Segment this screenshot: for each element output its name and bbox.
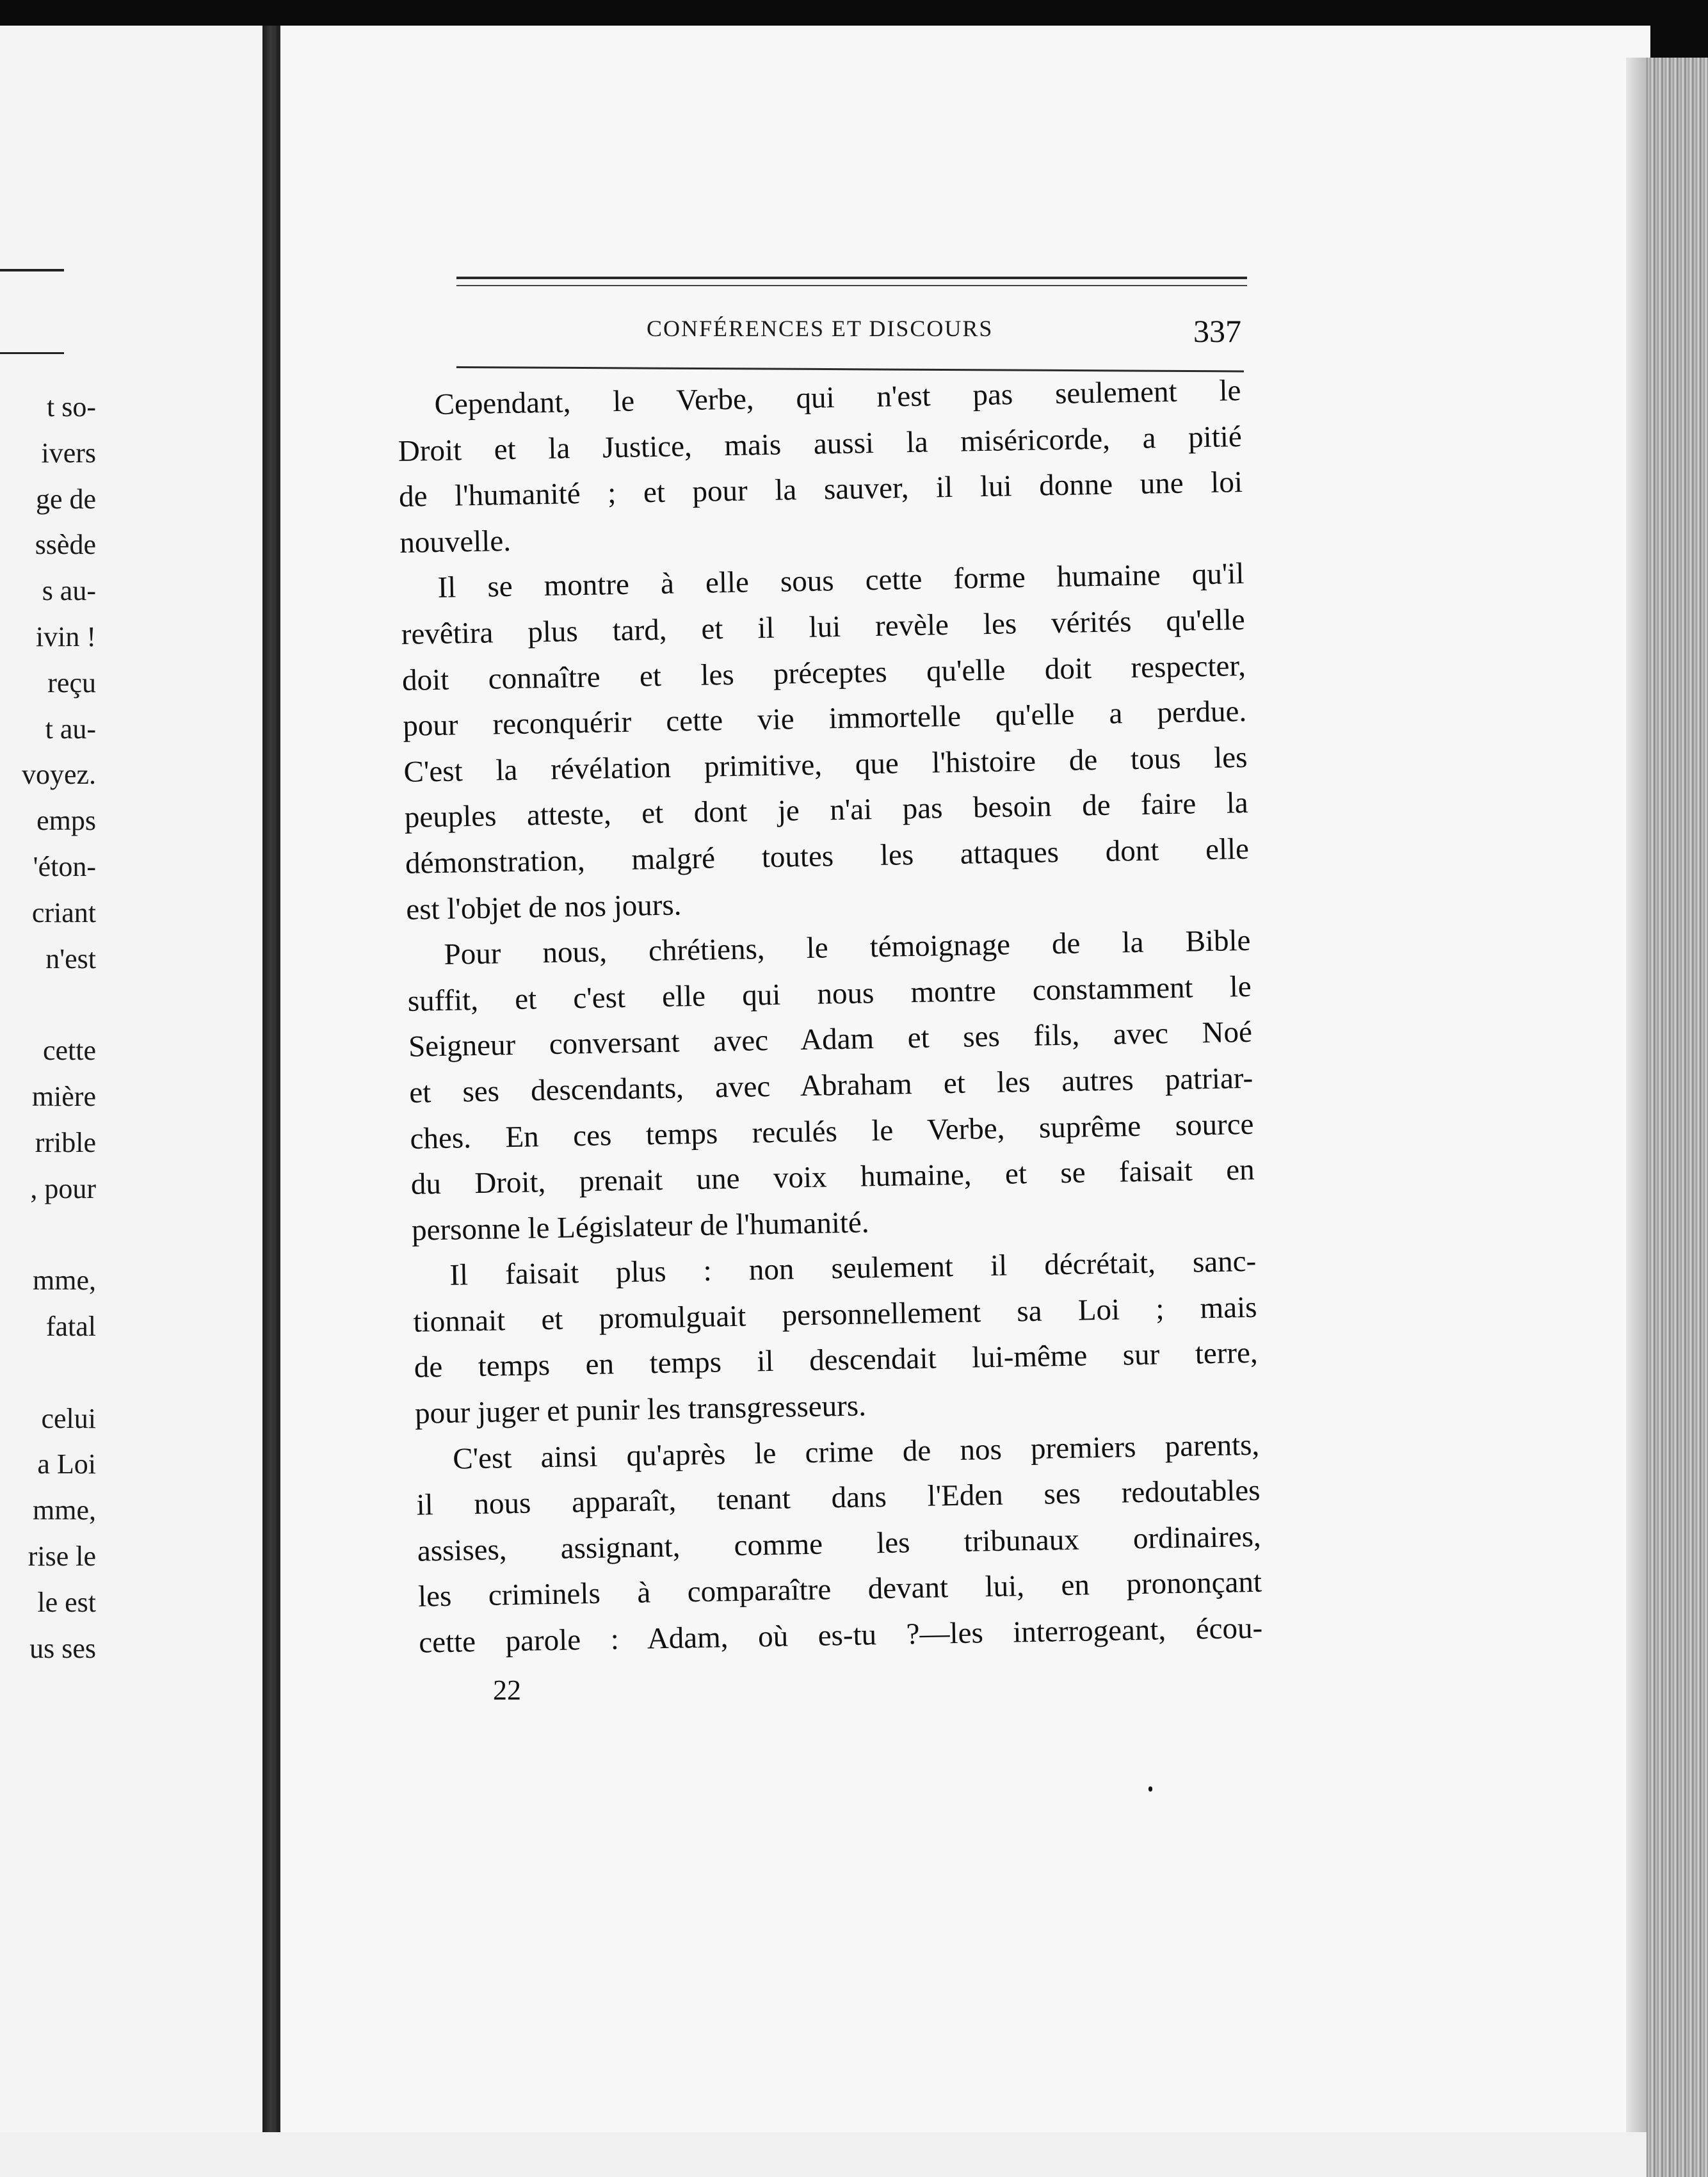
text-line: et ses descendants, avec Abraham et les autres patriar- bbox=[408, 1061, 1253, 1110]
text-line: pour reconquérir cette vie immortelle qu'elle a perdue. bbox=[402, 695, 1247, 743]
text-line: du Droit, prenait une voix humaine, et se faisait en bbox=[410, 1153, 1255, 1201]
text-fragment: , pour bbox=[30, 1172, 96, 1204]
text-fragment bbox=[0, 982, 96, 1028]
text-line: revêtira plus tard, et il lui revèle les vérités qu'elle bbox=[401, 603, 1246, 651]
text-line: C'est ainsi qu'après le crime de nos premiers parents, bbox=[452, 1428, 1260, 1476]
text-fragment: s au- bbox=[42, 575, 96, 607]
text-fragment: cette bbox=[42, 1035, 96, 1067]
text-fragment bbox=[0, 1211, 96, 1258]
text-line: Pour nous, chrétiens, le témoignage de la Bible bbox=[444, 923, 1251, 971]
previous-page-header-rule bbox=[0, 269, 64, 271]
text-fragment: emps bbox=[36, 805, 96, 837]
text-line: peuples atteste, et dont je n'ai pas besoin de faire la bbox=[404, 786, 1249, 835]
ink-speck bbox=[1148, 1786, 1152, 1792]
header-rule-top-thin bbox=[456, 285, 1247, 286]
text-line: personne le Législateur de l'humanité. bbox=[411, 1206, 869, 1247]
text-line: C'est la révélation primitive, que l'histoire de tous les bbox=[403, 740, 1248, 789]
text-fragment: n'est bbox=[45, 943, 96, 975]
text-fragment: t so- bbox=[47, 391, 96, 423]
text-line: assises, assignant, comme les tribunaux ordinaires, bbox=[417, 1519, 1262, 1568]
text-line: ches. En ces temps reculés le Verbe, suprême source bbox=[410, 1107, 1254, 1156]
text-fragment: 'éton- bbox=[33, 850, 96, 882]
running-head: CONFÉRENCES ET DISCOURS bbox=[647, 316, 994, 341]
body-text bbox=[397, 368, 1263, 1666]
text-fragment: voyez. bbox=[21, 759, 96, 791]
text-line: doit connaître et les préceptes qu'elle doit respecter, bbox=[401, 649, 1246, 697]
page-stack-edge bbox=[1647, 58, 1708, 2177]
previous-page-header-rule-lower bbox=[0, 352, 64, 354]
text-fragment: criant bbox=[31, 896, 96, 928]
text-line: il nous apparaît, tenant dans l'Eden ses redoutables bbox=[416, 1473, 1261, 1522]
signature-mark: 22 bbox=[493, 1674, 521, 1706]
header-rule-top bbox=[456, 277, 1247, 279]
text-line: Il se montre à elle sous cette forme humaine qu'il bbox=[437, 557, 1245, 605]
text-fragment bbox=[0, 1350, 96, 1396]
text-line: Cependant, le Verbe, qui n'est pas seulement le bbox=[434, 373, 1241, 421]
text-line: Seigneur conversant avec Adam et ses fils, avec Noé bbox=[408, 1016, 1253, 1064]
text-line: les criminels à comparaître devant lui, en prononçant bbox=[417, 1566, 1262, 1614]
text-fragment: ssède bbox=[35, 529, 96, 561]
text-line: suffit, et c'est elle qui nous montre constamment le bbox=[407, 969, 1252, 1018]
text-fragment: rise le bbox=[28, 1540, 96, 1572]
text-line: tionnait et promulguait personnellement sa Loi ; mais bbox=[413, 1290, 1257, 1339]
text-fragment: mme, bbox=[33, 1265, 96, 1297]
previous-page-text-fragments bbox=[0, 384, 96, 1671]
text-fragment: us ses bbox=[29, 1632, 96, 1664]
text-line: Il faisait plus : non seulement il décrétait, sanc- bbox=[449, 1245, 1257, 1293]
text-fragment: a Loi bbox=[37, 1448, 96, 1480]
text-line: démonstration, malgré toutes les attaques dont elle bbox=[405, 832, 1250, 880]
text-fragment: mme, bbox=[33, 1494, 96, 1526]
text-line: pour juger et punir les transgresseurs. bbox=[414, 1389, 867, 1430]
text-fragment: celui bbox=[41, 1402, 96, 1434]
text-line: cette parole : Adam, où es-tu ?—les interrogeant, écou- bbox=[418, 1611, 1263, 1660]
previous-page bbox=[0, 26, 268, 2132]
text-line: est l'objet de nos jours. bbox=[405, 887, 682, 927]
text-fragment: reçu bbox=[47, 667, 96, 699]
text-fragment: t au- bbox=[45, 713, 96, 745]
text-fragment: mière bbox=[31, 1080, 96, 1112]
text-fragment: ivin ! bbox=[35, 620, 96, 652]
text-line: de temps en temps il descendait lui-même sur terre, bbox=[414, 1336, 1259, 1385]
text-fragment: ivers bbox=[41, 437, 96, 469]
text-fragment: rrible bbox=[35, 1126, 96, 1158]
text-fragment: fatal bbox=[45, 1310, 96, 1342]
text-fragment: le est bbox=[37, 1586, 96, 1618]
text-line: de l'humanité ; et pour la sauver, il lui donne une loi bbox=[398, 465, 1243, 514]
text-fragment: ge de bbox=[35, 483, 96, 515]
text-line: Droit et la Justice, mais aussi la miséricorde, a pitié bbox=[398, 419, 1243, 468]
page-number: 337 bbox=[1193, 313, 1241, 349]
text-line: nouvelle. bbox=[399, 524, 512, 560]
bottom-margin bbox=[0, 2132, 1647, 2177]
